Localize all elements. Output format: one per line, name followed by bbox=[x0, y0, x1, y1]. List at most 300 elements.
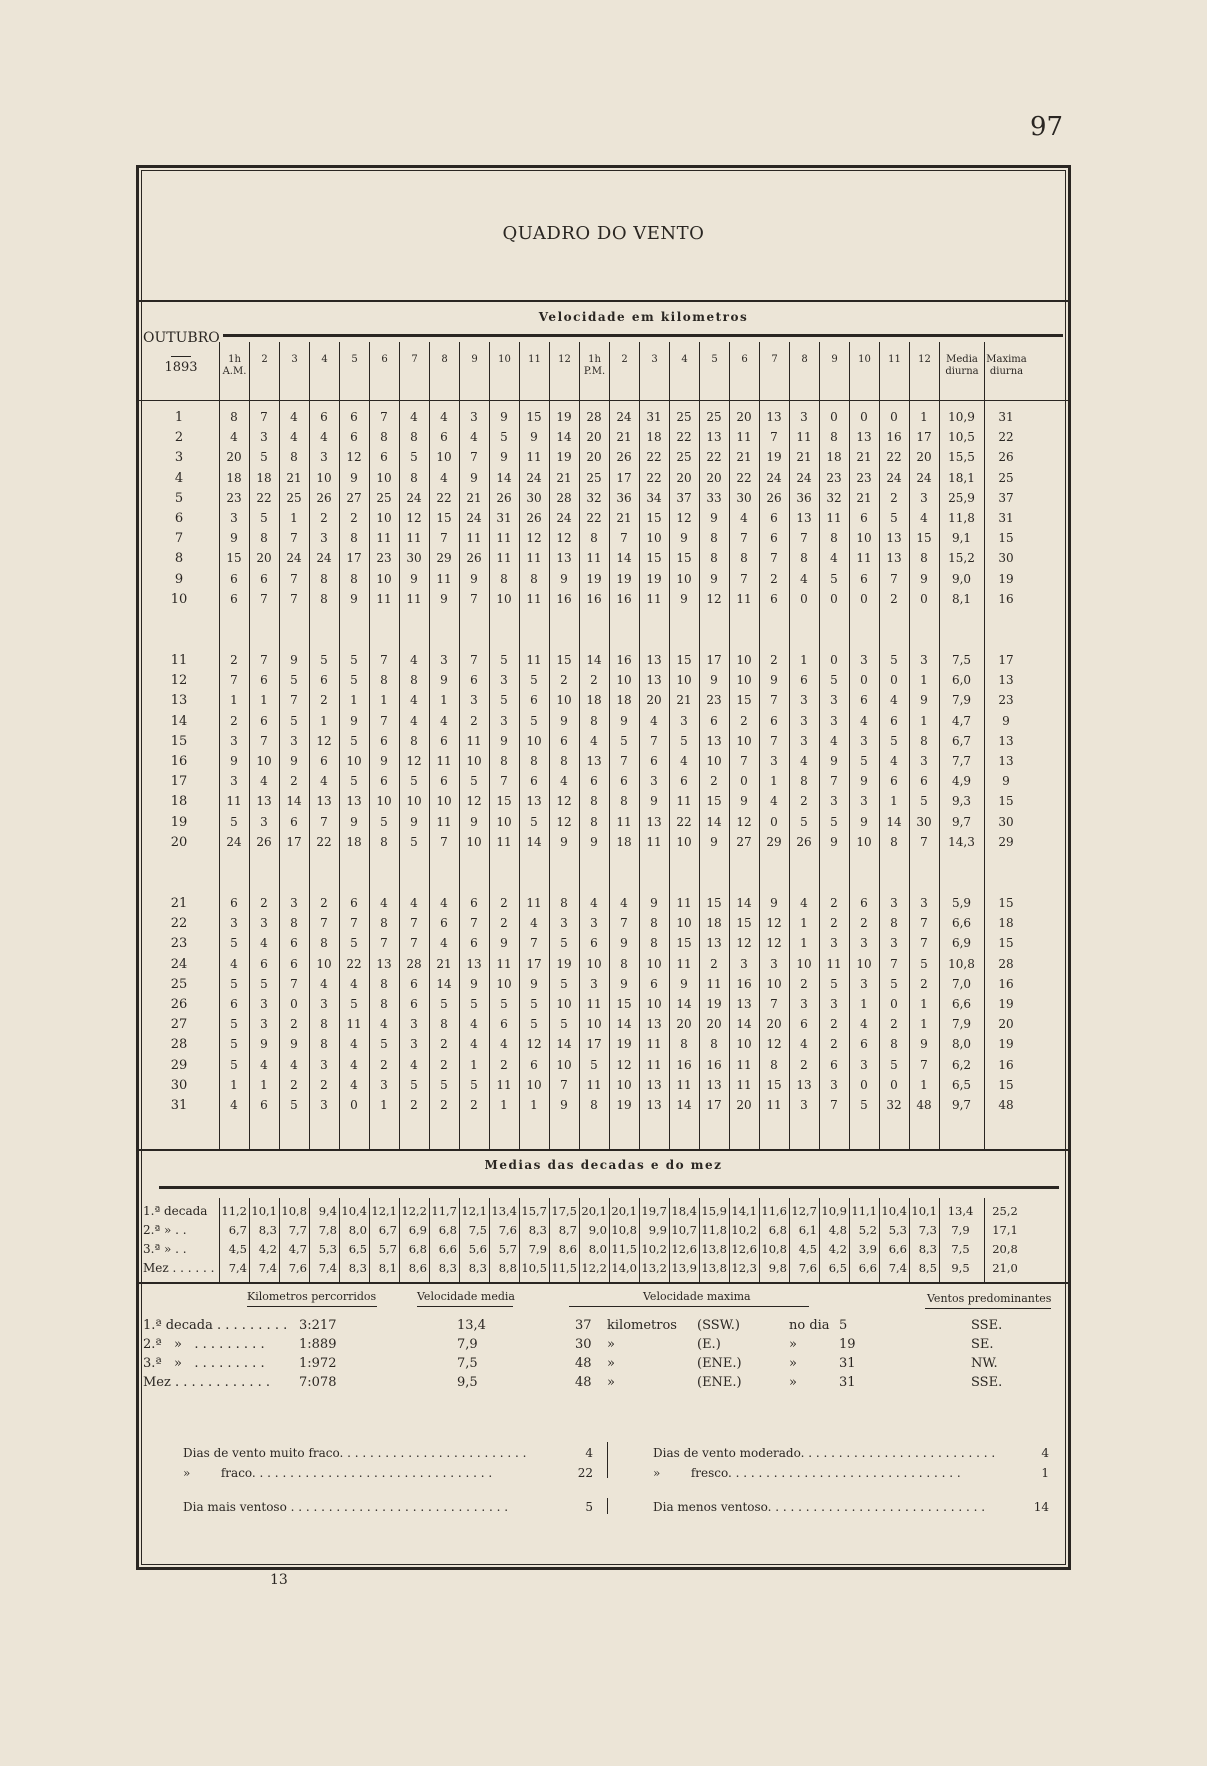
table-cell: 9,7 bbox=[951, 1098, 972, 1112]
table-cell: 6 bbox=[230, 997, 238, 1011]
summary-header-prev: Ventos predominantes bbox=[927, 1292, 1052, 1305]
table-cell: 24 bbox=[796, 470, 812, 485]
table-cell: 20 bbox=[646, 693, 662, 708]
summary-day-label: » bbox=[789, 1375, 797, 1390]
table-cell: 4 bbox=[770, 794, 778, 809]
table-cell: 9 bbox=[440, 673, 448, 688]
table-cell: 11 bbox=[496, 834, 512, 849]
table-cell: 11 bbox=[646, 591, 662, 606]
table-cell: 14 bbox=[886, 814, 902, 829]
table-cell: 4 bbox=[260, 1057, 268, 1072]
table-cell: 6 bbox=[350, 896, 358, 910]
table-cell: 4,9 bbox=[951, 774, 972, 789]
table-cell: 4 bbox=[320, 774, 328, 789]
table-cell: 9,3 bbox=[951, 794, 972, 809]
table-cell: 11 bbox=[496, 551, 512, 566]
table-cell: 15 bbox=[706, 794, 722, 809]
table-cell: 8 bbox=[380, 430, 388, 445]
table-cell: 7 bbox=[770, 733, 778, 748]
table-cell: 29 bbox=[436, 551, 452, 566]
decade-cell: 6,6 bbox=[888, 1242, 907, 1256]
table-cell: 6 bbox=[470, 936, 478, 951]
stat-value: 5 bbox=[585, 1500, 593, 1514]
table-cell: 7 bbox=[260, 591, 268, 606]
decade-cell: 10,4 bbox=[341, 1204, 367, 1218]
stat-value: 22 bbox=[577, 1466, 593, 1480]
table-cell: 6 bbox=[260, 571, 268, 586]
table-cell: 0 bbox=[830, 410, 838, 424]
summary-header-vmed: Velocidade media bbox=[417, 1290, 515, 1303]
table-cell: 20 bbox=[586, 430, 602, 445]
summary-header-prev-rule bbox=[925, 1308, 1051, 1309]
table-cell: 19 bbox=[998, 571, 1014, 586]
table-cell: 3 bbox=[740, 956, 748, 971]
decade-cell: 20,8 bbox=[992, 1242, 1018, 1256]
table-cell: 24 bbox=[286, 551, 302, 566]
table-cell: 9 bbox=[590, 834, 598, 849]
table-cell: 10,5 bbox=[948, 430, 975, 445]
table-cell: 16 bbox=[998, 976, 1014, 991]
decade-cell: 3,9 bbox=[858, 1242, 877, 1256]
table-cell: 4 bbox=[290, 410, 298, 424]
table-cell: 3 bbox=[770, 754, 778, 768]
table-cell: 7 bbox=[290, 591, 298, 606]
table-cell: 4 bbox=[290, 1057, 298, 1072]
table-cell: 4 bbox=[500, 1037, 508, 1052]
table-cell: 14 bbox=[616, 1017, 632, 1032]
table-cell: 0 bbox=[740, 774, 748, 789]
table-cell: 12 bbox=[526, 1037, 542, 1052]
table-cell: 14 bbox=[526, 834, 542, 849]
table-cell: 5 bbox=[620, 733, 628, 748]
table-cell: 7 bbox=[620, 754, 628, 768]
table-cell: 12 bbox=[526, 531, 542, 546]
table-cell: 9 bbox=[680, 591, 688, 606]
table-cell: 3 bbox=[500, 713, 508, 728]
table-cell: 3 bbox=[860, 936, 868, 951]
decade-cell: 4,2 bbox=[258, 1242, 277, 1256]
table-cell: 15,5 bbox=[948, 450, 975, 465]
table-cell: 5 bbox=[560, 1017, 568, 1032]
decade-cell: 8,5 bbox=[918, 1261, 937, 1275]
decade-cell: 10,1 bbox=[911, 1204, 937, 1218]
table-cell: 3 bbox=[800, 733, 808, 748]
summary-vmed: 9,5 bbox=[457, 1375, 478, 1390]
table-cell: 16 bbox=[586, 591, 602, 606]
table-cell: 21 bbox=[856, 490, 872, 505]
table-cell: 9 bbox=[920, 571, 928, 586]
table-cell: 48 bbox=[916, 1098, 932, 1112]
table-cell: 6 bbox=[410, 997, 418, 1011]
table-cell: 10 bbox=[676, 571, 692, 586]
table-cell: 20 bbox=[256, 551, 272, 566]
decade-cell: 10,8 bbox=[611, 1223, 637, 1237]
table-cell: 11 bbox=[436, 571, 452, 586]
table-cell: 3 bbox=[860, 1057, 868, 1072]
table-cell: 28 bbox=[586, 410, 602, 424]
table-cell: 9 bbox=[830, 754, 838, 768]
decade-cell: 11,8 bbox=[701, 1223, 727, 1237]
table-cell: 7 bbox=[260, 653, 268, 667]
table-cell: 9 bbox=[710, 673, 718, 688]
decade-cell: 10,5 bbox=[521, 1261, 547, 1275]
table-cell: 18 bbox=[226, 470, 242, 485]
decade-cell: 20,1 bbox=[611, 1204, 637, 1218]
table-cell: 3 bbox=[920, 896, 928, 910]
table-cell: 26 bbox=[616, 450, 632, 465]
summary-km: 3:217 bbox=[299, 1318, 337, 1333]
table-cell: 6 bbox=[470, 673, 478, 688]
table-cell: 2 bbox=[500, 1057, 508, 1072]
table-cell: 11 bbox=[406, 531, 422, 546]
day-label: 9 bbox=[174, 571, 184, 587]
year-rule bbox=[171, 356, 191, 357]
table-cell: 2 bbox=[890, 1017, 898, 1032]
month-label: OUTUBRO bbox=[143, 330, 220, 346]
table-cell: 3 bbox=[830, 794, 838, 809]
table-cell: 36 bbox=[616, 490, 632, 505]
stat-value: 4 bbox=[585, 1446, 593, 1460]
table-cell: 5 bbox=[500, 693, 508, 708]
table-cell: 15 bbox=[616, 997, 632, 1011]
table-cell: 4 bbox=[530, 916, 538, 931]
table-cell: 4 bbox=[320, 430, 328, 445]
table-cell: 9 bbox=[560, 571, 568, 586]
table-cell: 12 bbox=[736, 814, 752, 829]
table-cell: 7 bbox=[770, 430, 778, 445]
decade-cell: 8,8 bbox=[498, 1261, 517, 1275]
table-cell: 1 bbox=[380, 1098, 388, 1112]
decade-cell: 5,3 bbox=[888, 1223, 907, 1237]
table-cell: 12 bbox=[466, 794, 482, 809]
day-label: 12 bbox=[170, 673, 188, 689]
table-cell: 12 bbox=[406, 511, 422, 525]
table-cell: 5 bbox=[290, 713, 298, 728]
table-cell: 3 bbox=[260, 430, 268, 445]
table-cell: 4 bbox=[800, 1037, 808, 1052]
table-cell: 13 bbox=[998, 673, 1014, 688]
table-cell: 9 bbox=[560, 834, 568, 849]
table-cell: 7 bbox=[920, 1057, 928, 1072]
table-cell: 6 bbox=[440, 916, 448, 931]
table-cell: 10 bbox=[496, 591, 512, 606]
table-cell: 19 bbox=[556, 450, 572, 465]
table-cell: 10 bbox=[586, 1017, 602, 1032]
decade-cell: 14,0 bbox=[611, 1261, 637, 1275]
table-cell: 6 bbox=[650, 976, 658, 991]
table-cell: 3 bbox=[290, 733, 298, 748]
decade-cell: 12,2 bbox=[401, 1204, 427, 1218]
table-cell: 20 bbox=[998, 1017, 1014, 1032]
table-cell: 5 bbox=[500, 653, 508, 667]
table-cell: 3 bbox=[770, 956, 778, 971]
table-cell: 1 bbox=[770, 774, 778, 789]
decade-cell: 19,7 bbox=[641, 1204, 667, 1218]
table-cell: 7 bbox=[770, 551, 778, 566]
summary-vmed: 7,5 bbox=[457, 1356, 478, 1371]
table-cell: 5 bbox=[860, 1098, 868, 1112]
day-label: 15 bbox=[170, 733, 188, 749]
table-cell: 8 bbox=[620, 794, 628, 809]
decade-cell: 10,8 bbox=[281, 1204, 307, 1218]
table-cell: 5 bbox=[350, 936, 358, 951]
table-cell: 14 bbox=[556, 1037, 572, 1052]
stat-value: 4 bbox=[1041, 1446, 1049, 1460]
table-cell: 3 bbox=[860, 733, 868, 748]
table-cell: 9 bbox=[440, 591, 448, 606]
table-cell: 3 bbox=[380, 1077, 388, 1092]
table-cell: 5 bbox=[260, 450, 268, 465]
summary-day-label: » bbox=[789, 1337, 797, 1352]
table-cell: 10 bbox=[436, 450, 452, 465]
table-cell: 18 bbox=[616, 834, 632, 849]
table-cell: 8 bbox=[890, 916, 898, 931]
table-cell: 9 bbox=[290, 754, 298, 768]
hour-header: 5 bbox=[339, 342, 369, 400]
table-cell: 26 bbox=[526, 511, 542, 525]
table-cell: 8 bbox=[920, 551, 928, 566]
table-cell: 20 bbox=[706, 470, 722, 485]
table-cell: 9 bbox=[1002, 774, 1010, 789]
table-cell: 13 bbox=[256, 794, 272, 809]
table-cell: 6 bbox=[350, 430, 358, 445]
decade-cell: 7,4 bbox=[888, 1261, 907, 1275]
decade-cell: 6,5 bbox=[828, 1261, 847, 1275]
table-cell: 11 bbox=[826, 511, 842, 525]
table-cell: 8 bbox=[320, 1017, 328, 1032]
table-cell: 7 bbox=[770, 693, 778, 708]
table-cell: 2 bbox=[860, 916, 868, 931]
title-box bbox=[139, 168, 1068, 302]
table-cell: 6 bbox=[320, 673, 328, 688]
table-cell: 15 bbox=[676, 653, 692, 667]
table-cell: 11,8 bbox=[948, 511, 975, 525]
table-cell: 10 bbox=[526, 1077, 542, 1092]
table-cell: 3 bbox=[260, 1017, 268, 1032]
table-cell: 7 bbox=[830, 1098, 838, 1112]
table-cell: 15 bbox=[998, 1077, 1014, 1092]
table-cell: 23 bbox=[826, 470, 842, 485]
table-cell: 6 bbox=[770, 511, 778, 525]
table-cell: 20 bbox=[916, 450, 932, 465]
table-cell: 19 bbox=[998, 997, 1014, 1011]
hour-header: Media diurna bbox=[939, 342, 984, 400]
table-cell: 18 bbox=[826, 450, 842, 465]
table-cell: 2 bbox=[290, 1017, 298, 1032]
table-cell: 15 bbox=[706, 896, 722, 910]
table-cell: 7 bbox=[380, 410, 388, 424]
table-cell: 10 bbox=[766, 976, 782, 991]
hour-header: 11 bbox=[519, 342, 549, 400]
table-cell: 3 bbox=[470, 410, 478, 424]
table-cell: 8 bbox=[650, 936, 658, 951]
table-cell: 4 bbox=[380, 896, 388, 910]
table-cell: 6 bbox=[230, 591, 238, 606]
table-cell: 14 bbox=[436, 976, 452, 991]
table-cell: 4 bbox=[590, 733, 598, 748]
table-cell: 9 bbox=[860, 814, 868, 829]
table-cell: 11 bbox=[226, 794, 242, 809]
table-cell: 3 bbox=[830, 713, 838, 728]
table-cell: 28 bbox=[406, 956, 422, 971]
table-cell: 6 bbox=[590, 774, 598, 789]
table-cell: 10 bbox=[466, 834, 482, 849]
table-cell: 9 bbox=[500, 733, 508, 748]
table-cell: 6 bbox=[890, 774, 898, 789]
table-cell: 8 bbox=[380, 997, 388, 1011]
table-cell: 2 bbox=[770, 571, 778, 586]
table-cell: 13 bbox=[646, 814, 662, 829]
daily-grid bbox=[139, 400, 1068, 1149]
table-cell: 10 bbox=[646, 956, 662, 971]
table-cell: 3 bbox=[680, 713, 688, 728]
table-cell: 2 bbox=[830, 896, 838, 910]
table-cell: 26 bbox=[796, 834, 812, 849]
decade-cell: 9,9 bbox=[648, 1223, 667, 1237]
table-cell: 15 bbox=[646, 551, 662, 566]
table-cell: 10 bbox=[376, 571, 392, 586]
table-cell: 6 bbox=[500, 1017, 508, 1032]
table-cell: 7 bbox=[290, 693, 298, 708]
table-cell: 48 bbox=[998, 1098, 1014, 1112]
table-cell: 4 bbox=[440, 713, 448, 728]
table-cell: 8 bbox=[650, 916, 658, 931]
table-cell: 4,7 bbox=[951, 713, 972, 728]
table-cell: 10 bbox=[586, 956, 602, 971]
summary-dir: (ENE.) bbox=[697, 1375, 742, 1390]
table-cell: 17 bbox=[526, 956, 542, 971]
table-cell: 2 bbox=[590, 673, 598, 688]
day-label: 18 bbox=[170, 794, 188, 810]
table-cell: 6 bbox=[230, 896, 238, 910]
table-cell: 14 bbox=[676, 1098, 692, 1112]
table-cell: 11 bbox=[526, 653, 542, 667]
table-cell: 2 bbox=[440, 1057, 448, 1072]
table-cell: 2 bbox=[320, 511, 328, 525]
table-cell: 24 bbox=[406, 490, 422, 505]
table-cell: 6 bbox=[530, 774, 538, 789]
table-cell: 2 bbox=[500, 916, 508, 931]
table-cell: 12 bbox=[406, 754, 422, 768]
table-cell: 4 bbox=[650, 713, 658, 728]
table-cell: 8 bbox=[350, 571, 358, 586]
table-cell: 17 bbox=[346, 551, 362, 566]
table-cell: 8 bbox=[590, 531, 598, 546]
table-cell: 10 bbox=[856, 834, 872, 849]
velocity-rule bbox=[223, 334, 1063, 337]
day-label: 13 bbox=[170, 693, 188, 709]
table-cell: 9 bbox=[350, 591, 358, 606]
table-cell: 13 bbox=[706, 733, 722, 748]
summary-prev: SE. bbox=[971, 1337, 994, 1352]
hour-header: 12 bbox=[909, 342, 939, 400]
summary-unit: » bbox=[607, 1337, 615, 1352]
table-cell: 25 bbox=[706, 410, 722, 424]
table-cell: 6 bbox=[230, 571, 238, 586]
stats-divider bbox=[607, 1442, 608, 1478]
table-cell: 4 bbox=[410, 713, 418, 728]
table-cell: 1 bbox=[500, 1098, 508, 1112]
table-cell: 9 bbox=[290, 1037, 298, 1052]
table-cell: 7 bbox=[410, 936, 418, 951]
table-cell: 9 bbox=[620, 936, 628, 951]
table-cell: 2 bbox=[260, 896, 268, 910]
table-cell: 10 bbox=[856, 531, 872, 546]
decade-cell: 5,7 bbox=[378, 1242, 397, 1256]
table-cell: 30 bbox=[998, 814, 1014, 829]
table-cell: 0 bbox=[800, 591, 808, 606]
table-cell: 7 bbox=[380, 713, 388, 728]
hour-header: 9 bbox=[459, 342, 489, 400]
table-cell: 11 bbox=[826, 956, 842, 971]
table-cell: 7 bbox=[890, 956, 898, 971]
table-cell: 5 bbox=[560, 976, 568, 991]
table-cell: 13 bbox=[346, 794, 362, 809]
table-cell: 2 bbox=[290, 1077, 298, 1092]
table-cell: 2 bbox=[770, 653, 778, 667]
table-cell: 6 bbox=[560, 733, 568, 748]
table-cell: 16 bbox=[998, 591, 1014, 606]
decade-cell: 13,4 bbox=[947, 1204, 974, 1218]
table-cell: 5 bbox=[350, 653, 358, 667]
table-cell: 3 bbox=[890, 896, 898, 910]
table-cell: 0 bbox=[860, 673, 868, 688]
table-cell: 22 bbox=[736, 470, 752, 485]
table-cell: 7 bbox=[440, 531, 448, 546]
table-cell: 1 bbox=[290, 511, 298, 525]
table-cell: 22 bbox=[316, 834, 332, 849]
table-cell: 23 bbox=[226, 490, 242, 505]
decade-cell: 6,7 bbox=[378, 1223, 397, 1237]
table-cell: 9 bbox=[500, 410, 508, 424]
table-cell: 10 bbox=[496, 976, 512, 991]
decade-cell: 14,1 bbox=[731, 1204, 757, 1218]
velocity-header: Velocidade em kilometros bbox=[538, 310, 749, 324]
table-cell: 5 bbox=[470, 1077, 478, 1092]
table-cell: 9 bbox=[380, 754, 388, 768]
table-cell: 7 bbox=[440, 834, 448, 849]
table-cell: 8 bbox=[380, 673, 388, 688]
table-cell: 8 bbox=[890, 834, 898, 849]
table-cell: 2 bbox=[710, 774, 718, 789]
summary-day: 19 bbox=[839, 1337, 856, 1352]
table-cell: 4 bbox=[830, 733, 838, 748]
table-cell: 30 bbox=[736, 490, 752, 505]
table-cell: 36 bbox=[796, 490, 812, 505]
table-cell: 26 bbox=[496, 490, 512, 505]
table-cell: 5 bbox=[530, 814, 538, 829]
table-cell: 12 bbox=[736, 936, 752, 951]
table-cell: 3 bbox=[800, 997, 808, 1011]
table-cell: 3 bbox=[230, 916, 238, 931]
day-label: 30 bbox=[170, 1077, 188, 1093]
table-cell: 10 bbox=[736, 673, 752, 688]
table-cell: 20 bbox=[676, 1017, 692, 1032]
decade-cell: 6,7 bbox=[228, 1223, 247, 1237]
table-cell: 16 bbox=[616, 591, 632, 606]
day-label: 6 bbox=[174, 511, 184, 526]
table-cell: 11 bbox=[586, 1077, 602, 1092]
table-cell: 11 bbox=[736, 591, 752, 606]
table-cell: 0 bbox=[890, 997, 898, 1011]
table-cell: 13 bbox=[586, 754, 602, 768]
table-cell: 9 bbox=[740, 794, 748, 809]
table-cell: 8 bbox=[410, 470, 418, 485]
table-cell: 3 bbox=[560, 916, 568, 931]
table-cell: 6 bbox=[290, 814, 298, 829]
table-cell: 3 bbox=[830, 1077, 838, 1092]
table-cell: 3 bbox=[920, 754, 928, 768]
